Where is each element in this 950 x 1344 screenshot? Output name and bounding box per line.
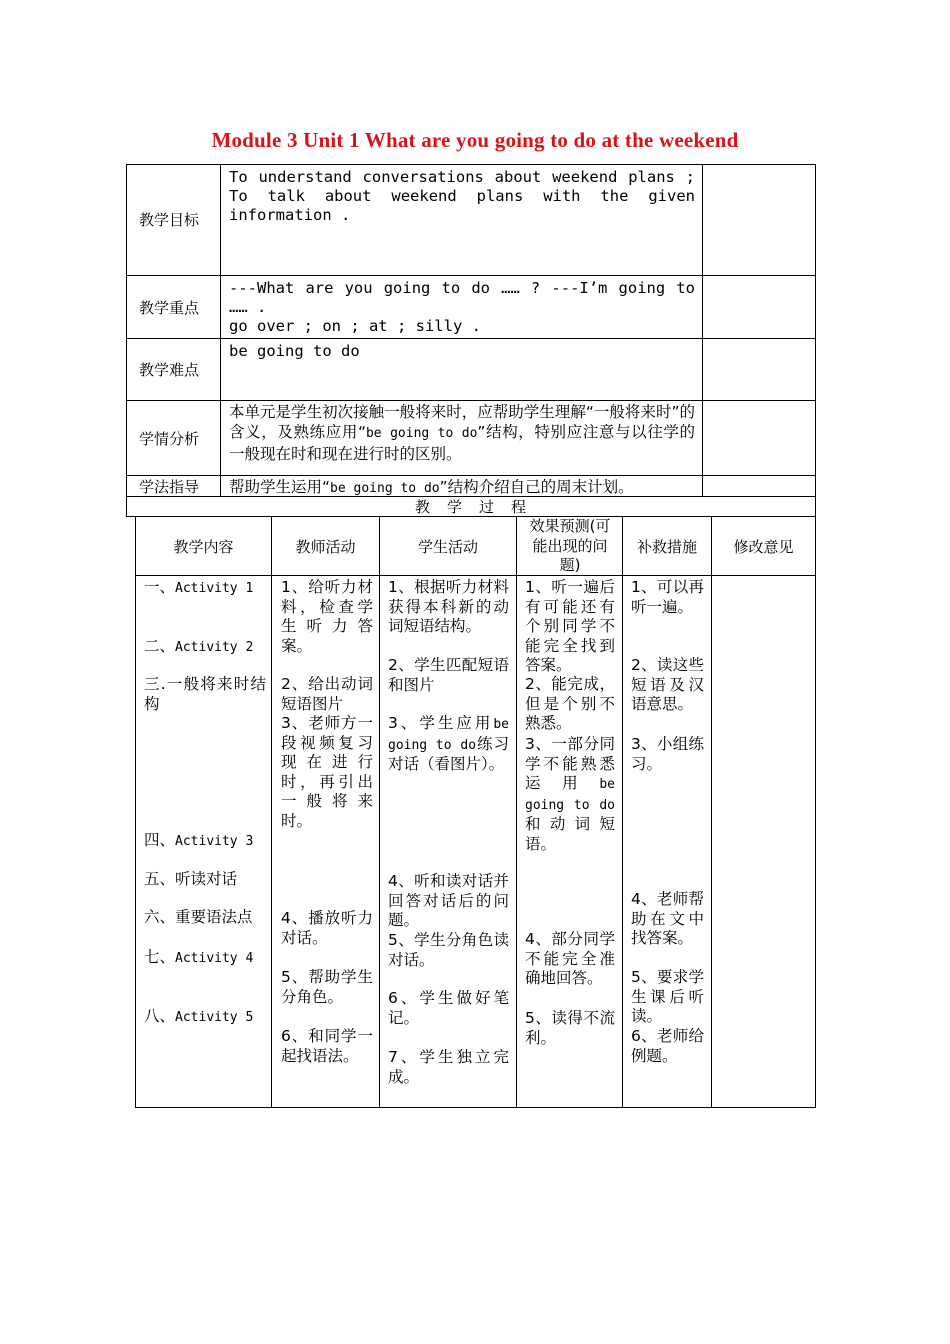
page-title: Module 3 Unit 1 What are you going to do at the weekend [211,128,739,152]
header-notes: 修改意见 [733,538,794,556]
teacher-activity: 4、播放听力对话。 [281,909,373,947]
content-item: 五、听读对话 [144,870,238,888]
method-text: 帮助学生运用“be going to do”结构介绍自己的周末计划。 [229,478,634,496]
content-item: 四、Activity 3 [144,831,254,849]
effect-prediction: 4、部分同学不能完全准确地回答。 [525,930,615,987]
header-effect: 效果预测(可能出现的问题) [529,517,611,574]
teacher-activity: 6、和同学一起找语法。 [281,1027,373,1065]
effect-prediction: 3、一部分同学不能熟悉运用be going to do和动词短语。 [525,735,615,853]
remedy-measure: 3、小组练习。 [631,735,704,773]
objectives-text: To understand conversations about weekend plans ; To talk about weekend plans with the given information . [229,168,695,224]
header-teacher: 教师活动 [295,538,356,556]
content-item: 三.一般将来时结构 [144,675,266,713]
student-activity: 6、学生做好笔记。 [388,989,509,1027]
key-points-words: go over ; on ; at ; silly . [229,317,481,335]
label-objectives: 教学目标 [139,211,200,229]
effect-prediction: 5、读得不流利。 [525,1009,615,1047]
header-student: 学生活动 [417,538,478,556]
label-key-points: 教学重点 [139,299,200,317]
student-activity: 7、学生独立完成。 [388,1048,509,1086]
learner-analysis-text: 本单元是学生初次接触一般将来时，应帮助学生理解“一般将来时”的含义，及熟练应用“be going to do”结构，特别应注意与以往学的一般现在时和现在进行时的区别。 [229,403,696,463]
effect-prediction: 1、听一遍后有可能还有个别同学不能完全找到答案。 [525,578,615,674]
content-item: 六、重要语法点 [144,908,253,926]
teacher-activity: 3、老师方一段视频复习现在进行时，再引出一般将来时。 [281,714,373,830]
student-activity: 1、根据听力材料获得本科新的动词短语结构。 [388,578,509,635]
content-item: 七、Activity 4 [144,948,254,966]
header-content: 教学内容 [173,538,234,556]
remedy-measure: 6、老师给例题。 [631,1027,704,1065]
content-item: 二、Activity 2 [144,637,254,655]
header-remedy: 补救措施 [636,538,697,556]
remedy-measure: 4、老师帮助在文中找答案。 [631,890,704,947]
student-activity: 4、听和读对话并回答对话后的问题。 [388,872,509,929]
teacher-activity: 5、帮助学生分角色。 [281,968,373,1006]
student-activity: 2、学生匹配短语和图片 [388,656,509,694]
key-points-text: ---What are you going to do …… ? ---I’m going to …… . [229,279,695,316]
process-title: 教 学 过 程 [414,498,527,516]
remedy-measure: 1、可以再听一遍。 [631,578,704,616]
label-learner-analysis: 学情分析 [139,430,200,448]
teacher-activity: 2、给出动词短语图片 [281,675,373,713]
label-difficulties: 教学难点 [139,361,200,379]
remedy-measure: 5、要求学生课后听读。 [631,968,704,1025]
student-activity: 5、学生分角色读对话。 [388,931,509,969]
student-activity: 3、学生应用be going to do练习对话（看图片）。 [388,714,509,773]
label-method: 学法指导 [139,478,200,496]
content-item: 一、Activity 1 [144,578,254,596]
difficulties-text: be going to do [229,342,360,360]
teacher-activity: 1、给听力材料，检查学生听力答案。 [281,578,373,655]
content-item: 八、Activity 5 [144,1007,254,1025]
remedy-measure: 2、读这些短语及汉语意思。 [631,656,704,713]
effect-prediction: 2、能完成，但是个别不熟悉。 [525,675,615,732]
